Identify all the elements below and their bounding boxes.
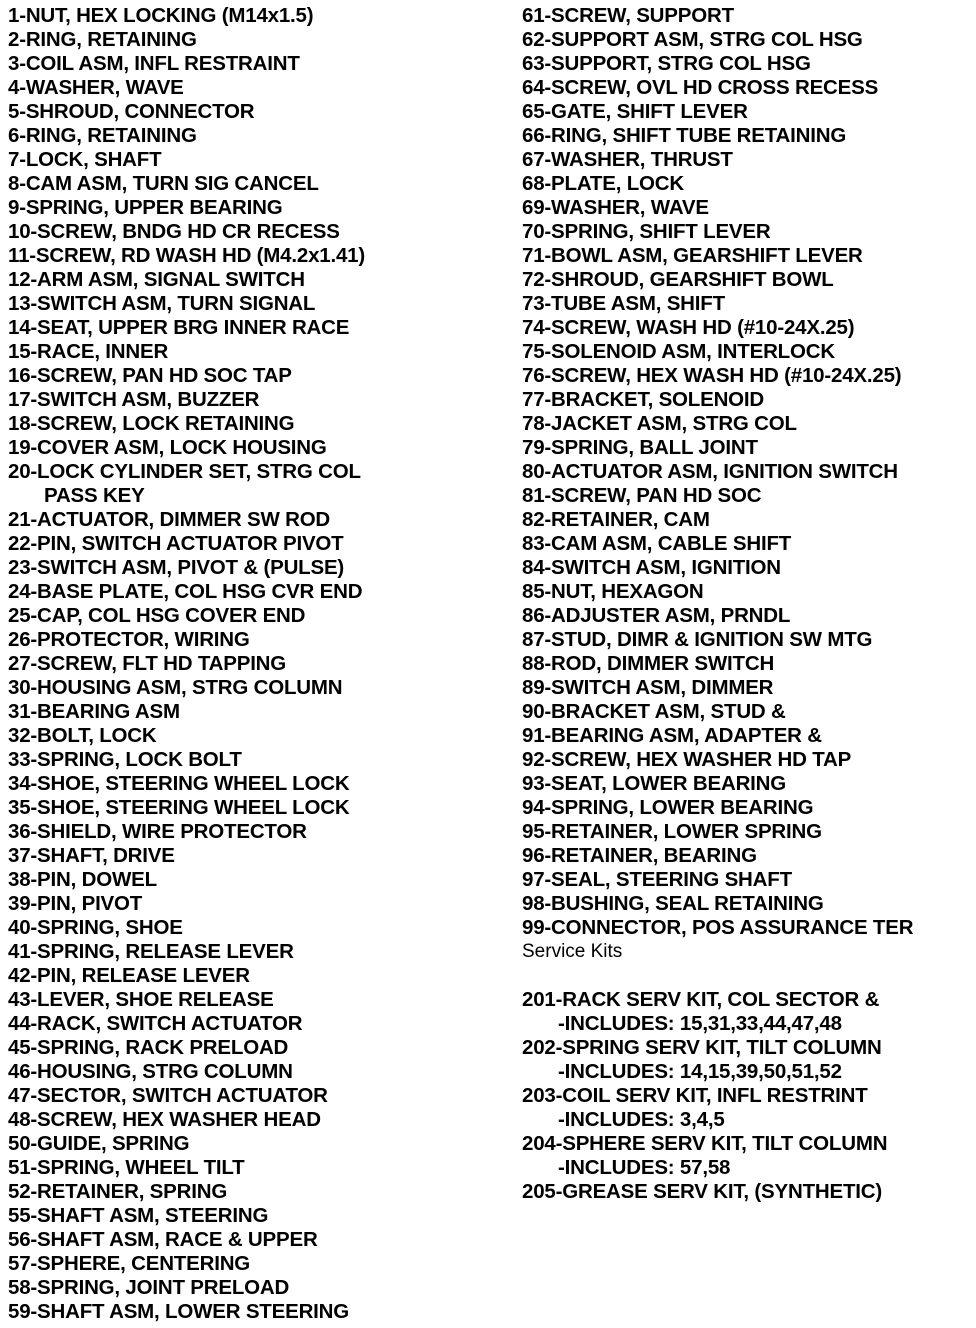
part-item: 1-NUT, HEX LOCKING (M14x1.5): [8, 4, 314, 27]
part-item: 93-SEAT, LOWER BEARING: [522, 772, 787, 795]
part-item: 95-RETAINER, LOWER SPRING: [522, 820, 822, 843]
part-item: 68-PLATE, LOCK: [522, 172, 684, 195]
part-item: 63-SUPPORT, STRG COL HSG: [522, 52, 811, 75]
service-kit-includes: -INCLUDES: 14,15,39,50,51,52: [558, 1060, 842, 1083]
part-item: 56-SHAFT ASM, RACE & UPPER: [8, 1228, 318, 1251]
part-item: 71-BOWL ASM, GEARSHIFT LEVER: [522, 244, 863, 267]
part-item: 51-SPRING, WHEEL TILT: [8, 1156, 245, 1179]
section-spacer: [522, 964, 974, 988]
part-item: 43-LEVER, SHOE RELEASE: [8, 988, 274, 1011]
part-item: 65-GATE, SHIFT LEVER: [522, 100, 748, 123]
part-item: 22-PIN, SWITCH ACTUATOR PIVOT: [8, 532, 344, 555]
part-item: 59-SHAFT ASM, LOWER STEERING: [8, 1300, 350, 1323]
part-item: 96-RETAINER, BEARING: [522, 844, 757, 867]
part-item: 73-TUBE ASM, SHIFT: [522, 292, 725, 315]
part-item: 8-CAM ASM, TURN SIG CANCEL: [8, 172, 319, 195]
part-item: 38-PIN, DOWEL: [8, 868, 157, 891]
part-item: 57-SPHERE, CENTERING: [8, 1252, 251, 1275]
part-item: 99-CONNECTOR, POS ASSURANCE TER: [522, 916, 914, 939]
part-item: 47-SECTOR, SWITCH ACTUATOR: [8, 1084, 328, 1107]
part-item: 40-SPRING, SHOE: [8, 916, 183, 939]
part-item: 80-ACTUATOR ASM, IGNITION SWITCH: [522, 460, 898, 483]
part-item: 9-SPRING, UPPER BEARING: [8, 196, 283, 219]
part-item: 66-RING, SHIFT TUBE RETAINING: [522, 124, 847, 147]
part-item: 78-JACKET ASM, STRG COL: [522, 412, 797, 435]
part-item: 97-SEAL, STEERING SHAFT: [522, 868, 792, 891]
part-item: 33-SPRING, LOCK BOLT: [8, 748, 242, 771]
service-kits-heading: Service Kits: [522, 941, 623, 962]
part-item: 12-ARM ASM, SIGNAL SWITCH: [8, 268, 305, 291]
part-item: 20-LOCK CYLINDER SET, STRG COL: [8, 460, 361, 483]
part-item: 3-COIL ASM, INFL RESTRAINT: [8, 52, 300, 75]
part-item: 92-SCREW, HEX WASHER HD TAP: [522, 748, 852, 771]
part-item: 15-RACE, INNER: [8, 340, 169, 363]
part-item: 98-BUSHING, SEAL RETAINING: [522, 892, 824, 915]
part-item: 7-LOCK, SHAFT: [8, 148, 162, 171]
part-item: 35-SHOE, STEERING WHEEL LOCK: [8, 796, 350, 819]
part-item: 86-ADJUSTER ASM, PRNDL: [522, 604, 791, 627]
part-item: 27-SCREW, FLT HD TAPPING: [8, 652, 287, 675]
part-item: 67-WASHER, THRUST: [522, 148, 733, 171]
part-item: 25-CAP, COL HSG COVER END: [8, 604, 306, 627]
service-kit-item: 201-RACK SERV KIT, COL SECTOR &: [522, 988, 880, 1011]
part-item-continuation: PASS KEY: [44, 484, 145, 507]
part-item: 24-BASE PLATE, COL HSG CVR END: [8, 580, 363, 603]
service-kit-item: 204-SPHERE SERV KIT, TILT COLUMN: [522, 1132, 888, 1155]
part-item: 23-SWITCH ASM, PIVOT & (PULSE): [8, 556, 345, 579]
part-item: 94-SPRING, LOWER BEARING: [522, 796, 814, 819]
part-item: 48-SCREW, HEX WASHER HEAD: [8, 1108, 321, 1131]
part-item: 83-CAM ASM, CABLE SHIFT: [522, 532, 792, 555]
part-item: 75-SOLENOID ASM, INTERLOCK: [522, 340, 835, 363]
part-item: 79-SPRING, BALL JOINT: [522, 436, 758, 459]
part-item: 19-COVER ASM, LOCK HOUSING: [8, 436, 327, 459]
part-item: 30-HOUSING ASM, STRG COLUMN: [8, 676, 343, 699]
part-item: 10-SCREW, BNDG HD CR RECESS: [8, 220, 340, 243]
part-item: 88-ROD, DIMMER SWITCH: [522, 652, 775, 675]
part-item: 72-SHROUD, GEARSHIFT BOWL: [522, 268, 834, 291]
part-item: 76-SCREW, HEX WASH HD (#10-24X.25): [522, 364, 902, 387]
service-kit-item: 202-SPRING SERV KIT, TILT COLUMN: [522, 1036, 882, 1059]
part-item: 39-PIN, PIVOT: [8, 892, 143, 915]
part-item: 36-SHIELD, WIRE PROTECTOR: [8, 820, 307, 843]
part-item: 52-RETAINER, SPRING: [8, 1180, 228, 1203]
part-item: 61-SCREW, SUPPORT: [522, 4, 734, 27]
part-item: 85-NUT, HEXAGON: [522, 580, 704, 603]
parts-list-left: [8, 4, 488, 1324]
part-item: 74-SCREW, WASH HD (#10-24X.25): [522, 316, 855, 339]
part-item: 32-BOLT, LOCK: [8, 724, 157, 747]
part-item: 11-SCREW, RD WASH HD (M4.2x1.41): [8, 244, 365, 267]
part-item: 42-PIN, RELEASE LEVER: [8, 964, 250, 987]
part-item: 4-WASHER, WAVE: [8, 76, 184, 99]
part-item: 70-SPRING, SHIFT LEVER: [522, 220, 771, 243]
part-item: 31-BEARING ASM: [8, 700, 180, 723]
part-item: 2-RING, RETAINING: [8, 28, 197, 51]
part-item: 81-SCREW, PAN HD SOC: [522, 484, 762, 507]
part-item: 90-BRACKET ASM, STUD &: [522, 700, 786, 723]
part-item: 14-SEAT, UPPER BRG INNER RACE: [8, 316, 350, 339]
part-item: 58-SPRING, JOINT PRELOAD: [8, 1276, 290, 1299]
part-item: 34-SHOE, STEERING WHEEL LOCK: [8, 772, 350, 795]
part-item: 69-WASHER, WAVE: [522, 196, 709, 219]
part-item: 13-SWITCH ASM, TURN SIGNAL: [8, 292, 316, 315]
part-item: 18-SCREW, LOCK RETAINING: [8, 412, 295, 435]
part-item: 16-SCREW, PAN HD SOC TAP: [8, 364, 292, 387]
part-item: 6-RING, RETAINING: [8, 124, 197, 147]
part-item: 84-SWITCH ASM, IGNITION: [522, 556, 781, 579]
part-item: 37-SHAFT, DRIVE: [8, 844, 175, 867]
part-item: 26-PROTECTOR, WIRING: [8, 628, 250, 651]
part-item: 62-SUPPORT ASM, STRG COL HSG: [522, 28, 863, 51]
part-item: 21-ACTUATOR, DIMMER SW ROD: [8, 508, 331, 531]
part-item: 82-RETAINER, CAM: [522, 508, 710, 531]
service-kit-includes: -INCLUDES: 15,31,33,44,47,48: [558, 1012, 842, 1035]
service-kit-item: 203-COIL SERV KIT, INFL RESTRINT: [522, 1084, 868, 1107]
parts-list-right: [522, 4, 974, 1204]
part-item: 89-SWITCH ASM, DIMMER: [522, 676, 774, 699]
service-kit-includes: -INCLUDES: 57,58: [558, 1156, 731, 1179]
part-item: 5-SHROUD, CONNECTOR: [8, 100, 255, 123]
part-item: 44-RACK, SWITCH ACTUATOR: [8, 1012, 303, 1035]
part-item: 41-SPRING, RELEASE LEVER: [8, 940, 294, 963]
part-item: 50-GUIDE, SPRING: [8, 1132, 190, 1155]
service-kit-includes: -INCLUDES: 3,4,5: [558, 1108, 725, 1131]
part-item: 46-HOUSING, STRG COLUMN: [8, 1060, 293, 1083]
service-kit-item: 205-GREASE SERV KIT, (SYNTHETIC): [522, 1180, 883, 1203]
part-item: 45-SPRING, RACK PRELOAD: [8, 1036, 289, 1059]
part-item: 87-STUD, DIMR & IGNITION SW MTG: [522, 628, 873, 651]
part-item: 91-BEARING ASM, ADAPTER &: [522, 724, 822, 747]
part-item: 55-SHAFT ASM, STEERING: [8, 1204, 269, 1227]
part-item: 64-SCREW, OVL HD CROSS RECESS: [522, 76, 879, 99]
part-item: 17-SWITCH ASM, BUZZER: [8, 388, 260, 411]
part-item: 77-BRACKET, SOLENOID: [522, 388, 765, 411]
